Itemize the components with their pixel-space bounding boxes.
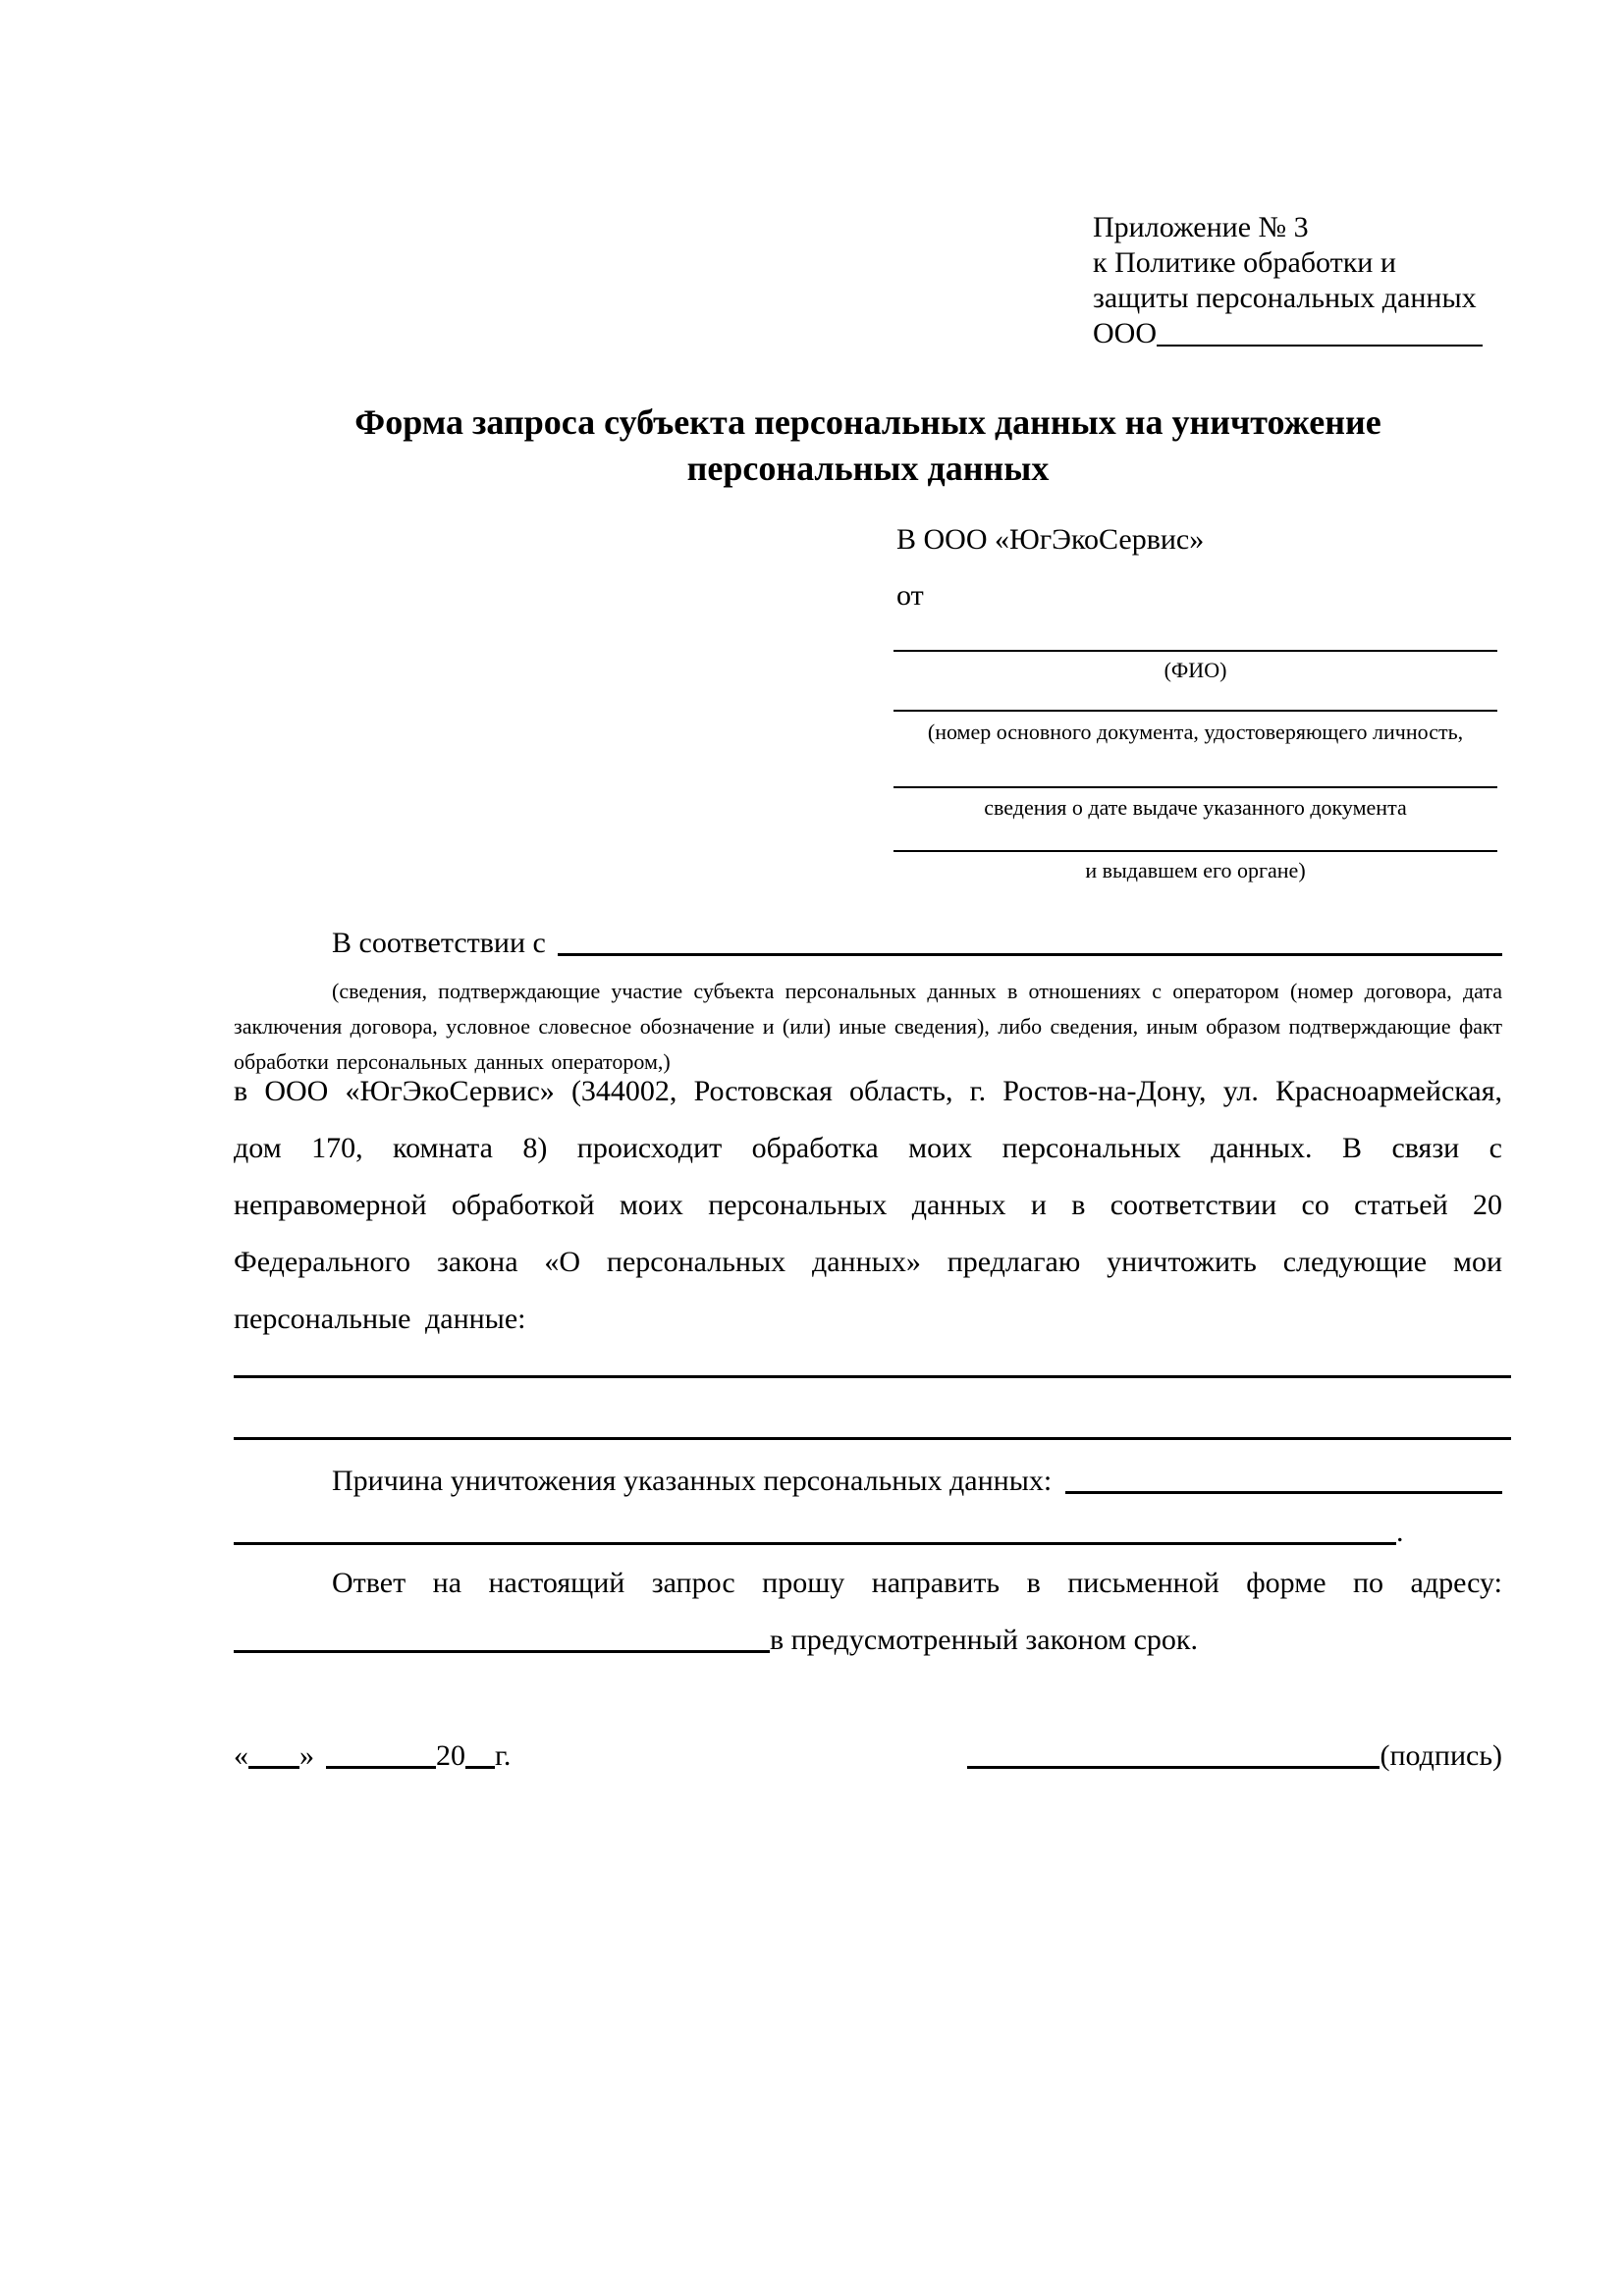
signature-caption: (подпись) (1380, 1739, 1502, 1772)
reason-label: Причина уничтожения указанных персональных данных: (332, 1465, 1053, 1497)
appendix-line-1: Приложение № 3 (1093, 211, 1309, 243)
reply-lead: Ответ на настоящий запрос прошу направить в письменной форме по адресу: (332, 1567, 1502, 1599)
issue-date-caption: сведения о дате выдаче указанного документа (984, 795, 1407, 820)
body-paragraph: в ООО «ЮгЭкоСервис» (344002, Ростовская область, г. Ростов-на-Дону, ул. Красноармейская, дом 170, комната 8) происходит обработка моих персональных данных. В связи с неправомерной обработкой моих персональных данных и в соответствии со статьей 20 Федерального закона «О персональных данных» предлагаю уничтожить следующие мои персональные данные: (234, 1075, 1502, 1335)
document-number-blank-line (893, 710, 1497, 712)
issuing-authority-blank-line (893, 850, 1497, 852)
fio-blank-line (893, 650, 1497, 652)
personal-data-blank-line-1 (234, 1375, 1511, 1378)
document-number-caption: (номер основного документа, удостоверяющего личность, (927, 720, 1464, 744)
personal-data-blank-line-2 (234, 1437, 1511, 1440)
document-title (234, 400, 1502, 492)
issue-date-blank-line (893, 786, 1497, 788)
signature-blank (967, 1766, 1380, 1769)
date-signature-row (234, 1737, 1502, 1775)
accordance-note: (сведения, подтверждающие участие субъекта персональных данных в отношениях с оператором (номер договора, дата заключения договора, условное словесное обозначение и (или) иные сведения), либо сведения, иным образом подтверждающие факт обработки персональных данных оператором,) (234, 979, 1502, 1074)
date-close-quote: » (299, 1739, 314, 1772)
document-title-line-1: Форма запроса субъекта персональных данных на уничтожение (354, 402, 1381, 442)
reason-continuation-blank (234, 1542, 1396, 1545)
date-month-blank (326, 1766, 436, 1769)
org-prefix: ООО (1093, 317, 1157, 349)
reason-end-punct: . (1396, 1516, 1404, 1548)
date-year-blank (465, 1766, 495, 1769)
date-open-quote: « (234, 1739, 248, 1772)
date-year-suffix: г. (495, 1739, 512, 1772)
signature-group (967, 1737, 1502, 1775)
reason-continuation-row (234, 1514, 1502, 1551)
appendix-org-row (1093, 316, 1483, 351)
issuing-authority-caption: и выдавшем его органе) (1085, 858, 1306, 882)
fio-caption: (ФИО) (1164, 658, 1227, 682)
appendix-line-3: защиты персональных данных (1093, 282, 1477, 314)
date-day-blank (248, 1766, 299, 1769)
reason-row (234, 1463, 1502, 1500)
reply-tail: в предусмотренный законом срок. (770, 1624, 1198, 1656)
accordance-lead: В соответствии с (332, 927, 546, 959)
accordance-blank (558, 953, 1502, 956)
document-title-line-2: персональных данных (686, 449, 1050, 488)
reply-address-blank (234, 1650, 770, 1653)
accordance-row (234, 925, 1502, 962)
appendix-line-2: к Политике обработки и (1093, 246, 1396, 279)
addressee-from-label: от (896, 579, 924, 612)
date-group (234, 1737, 511, 1775)
org-name-blank (1157, 345, 1483, 347)
reply-address-row (234, 1622, 1502, 1659)
reason-blank (1065, 1491, 1502, 1494)
date-year-prefix: 20 (436, 1739, 465, 1772)
addressee-to: В ООО «ЮгЭкоСервис» (896, 523, 1205, 556)
appendix-block (1093, 210, 1483, 351)
